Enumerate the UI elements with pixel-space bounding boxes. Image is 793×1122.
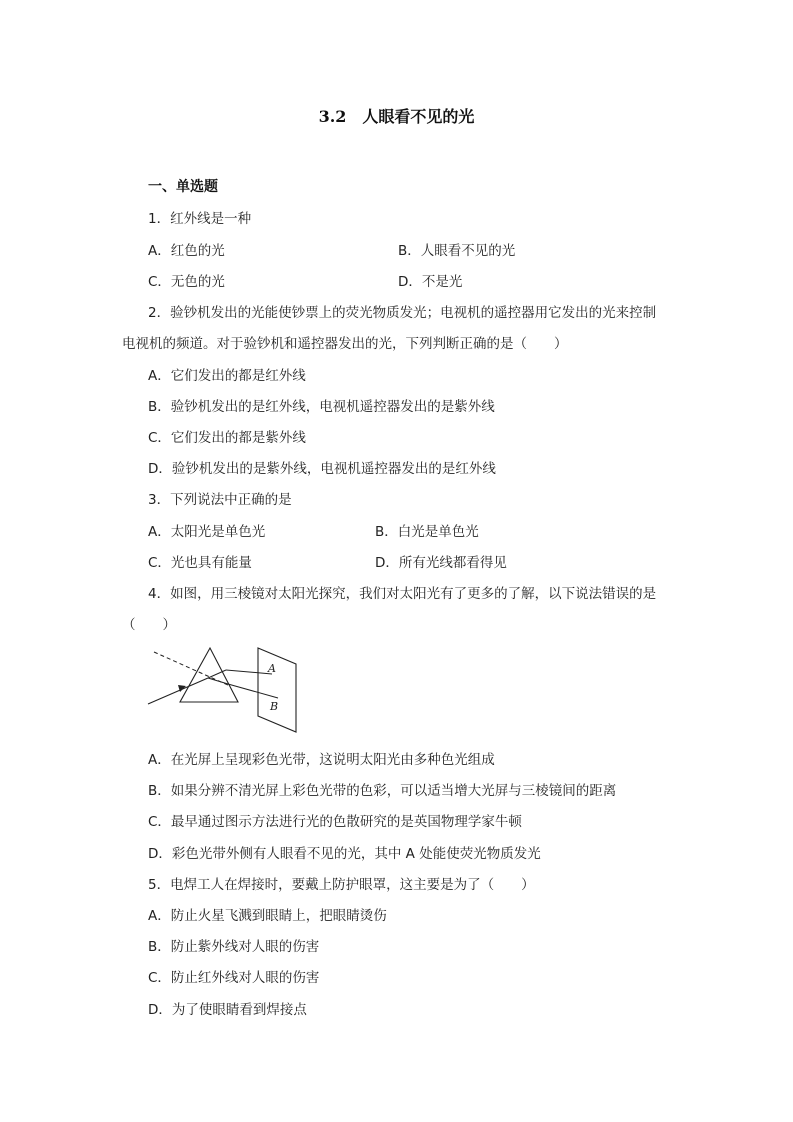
question-5-option-d: D．为了使眼睛看到焊接点 [148,1002,307,1018]
ray-out-b [228,684,278,698]
ray-out-a [226,670,272,674]
question-2-option-c: C．它们发出的都是紫外线 [148,430,306,446]
question-4-stem-line-1: 4．如图，用三棱镜对太阳光探究，我们对太阳光有了更多的了解，以下说法错误的是 [148,586,657,602]
incident-ray [148,678,208,704]
prism-triangle [180,648,238,702]
question-2-stem-line-1: 2．验钞机发出的光能使钞票上的荧光物质发光；电视机的遥控器用它发出的光来控制 [148,305,657,321]
question-3-option-a: A．太阳光是单色光 [148,524,266,540]
question-4-option-d: D．彩色光带外侧有人眼看不见的光，其中 A 处能使荧光物质发光 [148,846,541,862]
question-3-option-c: C．光也具有能量 [148,555,252,571]
prism-diagram [140,640,310,740]
question-5-option-a: A．防止火星飞溅到眼睛上，把眼睛烫伤 [148,908,387,924]
question-1-option-c: C．无色的光 [148,274,225,290]
question-3-option-b: B．白光是单色光 [375,524,479,540]
section-heading: 一、单选题 [148,179,218,195]
question-2-stem-line-2: 电视机的频道。对于验钞机和遥控器发出的光，下列判断正确的是（ ） [122,336,568,352]
label-a: A [268,662,276,675]
light-screen [258,648,296,732]
question-4-stem-line-2: （ ） [122,617,176,633]
page-title: 3.2 人眼看不见的光 [318,107,475,126]
question-2-option-b: B．验钞机发出的是红外线，电视机遥控器发出的是紫外线 [148,399,495,415]
question-5-option-c: C．防止红外线对人眼的伤害 [148,970,320,986]
question-5-option-b: B．防止紫外线对人眼的伤害 [148,939,320,955]
label-b: B [270,700,279,713]
question-2-option-d: D．验钞机发出的是紫外线，电视机遥控器发出的是红外线 [148,461,496,477]
question-1-option-a: A．红色的光 [148,243,225,259]
question-1-option-d: D．不是光 [398,274,463,290]
prism-dispersion-figure [140,640,310,740]
question-1-stem: 1．红外线是一种 [148,211,252,227]
question-4-option-a: A．在光屏上呈现彩色光带，这说明太阳光由多种色光组成 [148,752,495,768]
ray-inside-bottom [208,678,228,684]
question-1-option-b: B．人眼看不见的光 [398,243,516,259]
question-3-stem: 3．下列说法中正确的是 [148,492,292,508]
question-4-option-b: B．如果分辨不清光屏上彩色光带的色彩，可以适当增大光屏与三棱镜间的距离 [148,783,617,799]
question-2-option-a: A．它们发出的都是红外线 [148,368,306,384]
question-5-stem: 5．电焊工人在焊接时，要戴上防护眼罩，这主要是为了（ ） [148,877,535,893]
question-4-option-c: C．最早通过图示方法进行光的色散研究的是英国物理学家牛顿 [148,814,522,830]
question-3-option-d: D．所有光线都看得见 [375,555,507,571]
